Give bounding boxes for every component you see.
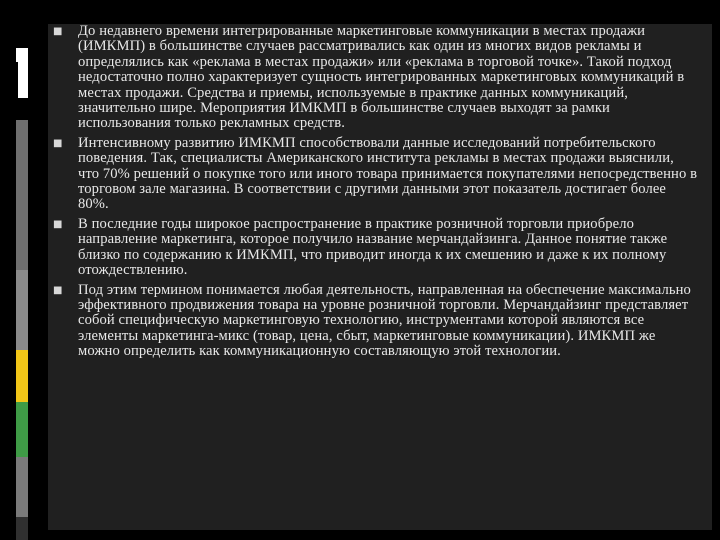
list-item — [48, 24, 698, 132]
square-bullet-icon: ■ — [53, 137, 63, 149]
bullet-text: В последние годы широкое распространение в практике розничной торговли приобрело направление маркетинга, которое получило название мерчандайзинга. Данное понятие также близко по содержанию к ИМКМП, что приводит иногда к их смешению и даже к их полному отождествлению. — [78, 215, 668, 279]
bullet-list — [48, 24, 698, 364]
decor-bar — [16, 517, 28, 540]
list-item — [48, 283, 698, 360]
decor-bar — [16, 270, 28, 350]
decor-bar — [16, 350, 28, 402]
bullet-text: До недавнего времени интегрированные маркетинговые коммуникации в местах продажи (ИМКМП) в большинстве случаев рассматривались как один из многих видов рекламы и определялись как «реклама в местах продажи» или «реклама в торговой точке». Такой подход недостаточно полно характеризует сущность интегрированных маркетинговых коммуникаций в местах продажи. Средства и приемы, используемые в практике данных коммуникаций, значительно шире. Мероприятия ИМКМП в большинстве случаев выходят за рамки использования только рекламных средств. — [78, 23, 685, 132]
square-bullet-icon: ■ — [53, 218, 63, 230]
decor-bar — [16, 457, 28, 517]
decor-bar — [16, 0, 28, 36]
decor-bar — [16, 402, 28, 457]
list-item — [48, 136, 698, 213]
content-panel — [48, 24, 712, 530]
decor-bar — [18, 56, 28, 98]
decor-bar — [16, 120, 28, 270]
bullet-text: Интенсивному развитию ИМКМП способствовали данные исследований потребительского поведения. Так, специалисты Американского института рекламы в местах продажи выяснили, что 70% решений о покупке того или иного товара принимается покупателями непосредственно в торговом зале магазина. В соответствии с другими данными этот показатель достигает более 80%. — [78, 134, 698, 213]
list-item — [48, 217, 698, 279]
square-bullet-icon: ■ — [53, 26, 63, 37]
square-bullet-icon: ■ — [53, 284, 63, 296]
bullet-text: Под этим термином понимается любая деятельность, направленная на обеспечение максимально эффективного продвижения товара на уровне розничной торговли. Мерчандайзинг представляет собой специфическую маркетинговую технологию, инструментами которой являются все элементы маркетинга-микс (товар, цена, сбыт, маркетинговые коммуникации). ИМКМП же можно определить как коммуникационную составляющую этой технологии. — [78, 281, 691, 360]
